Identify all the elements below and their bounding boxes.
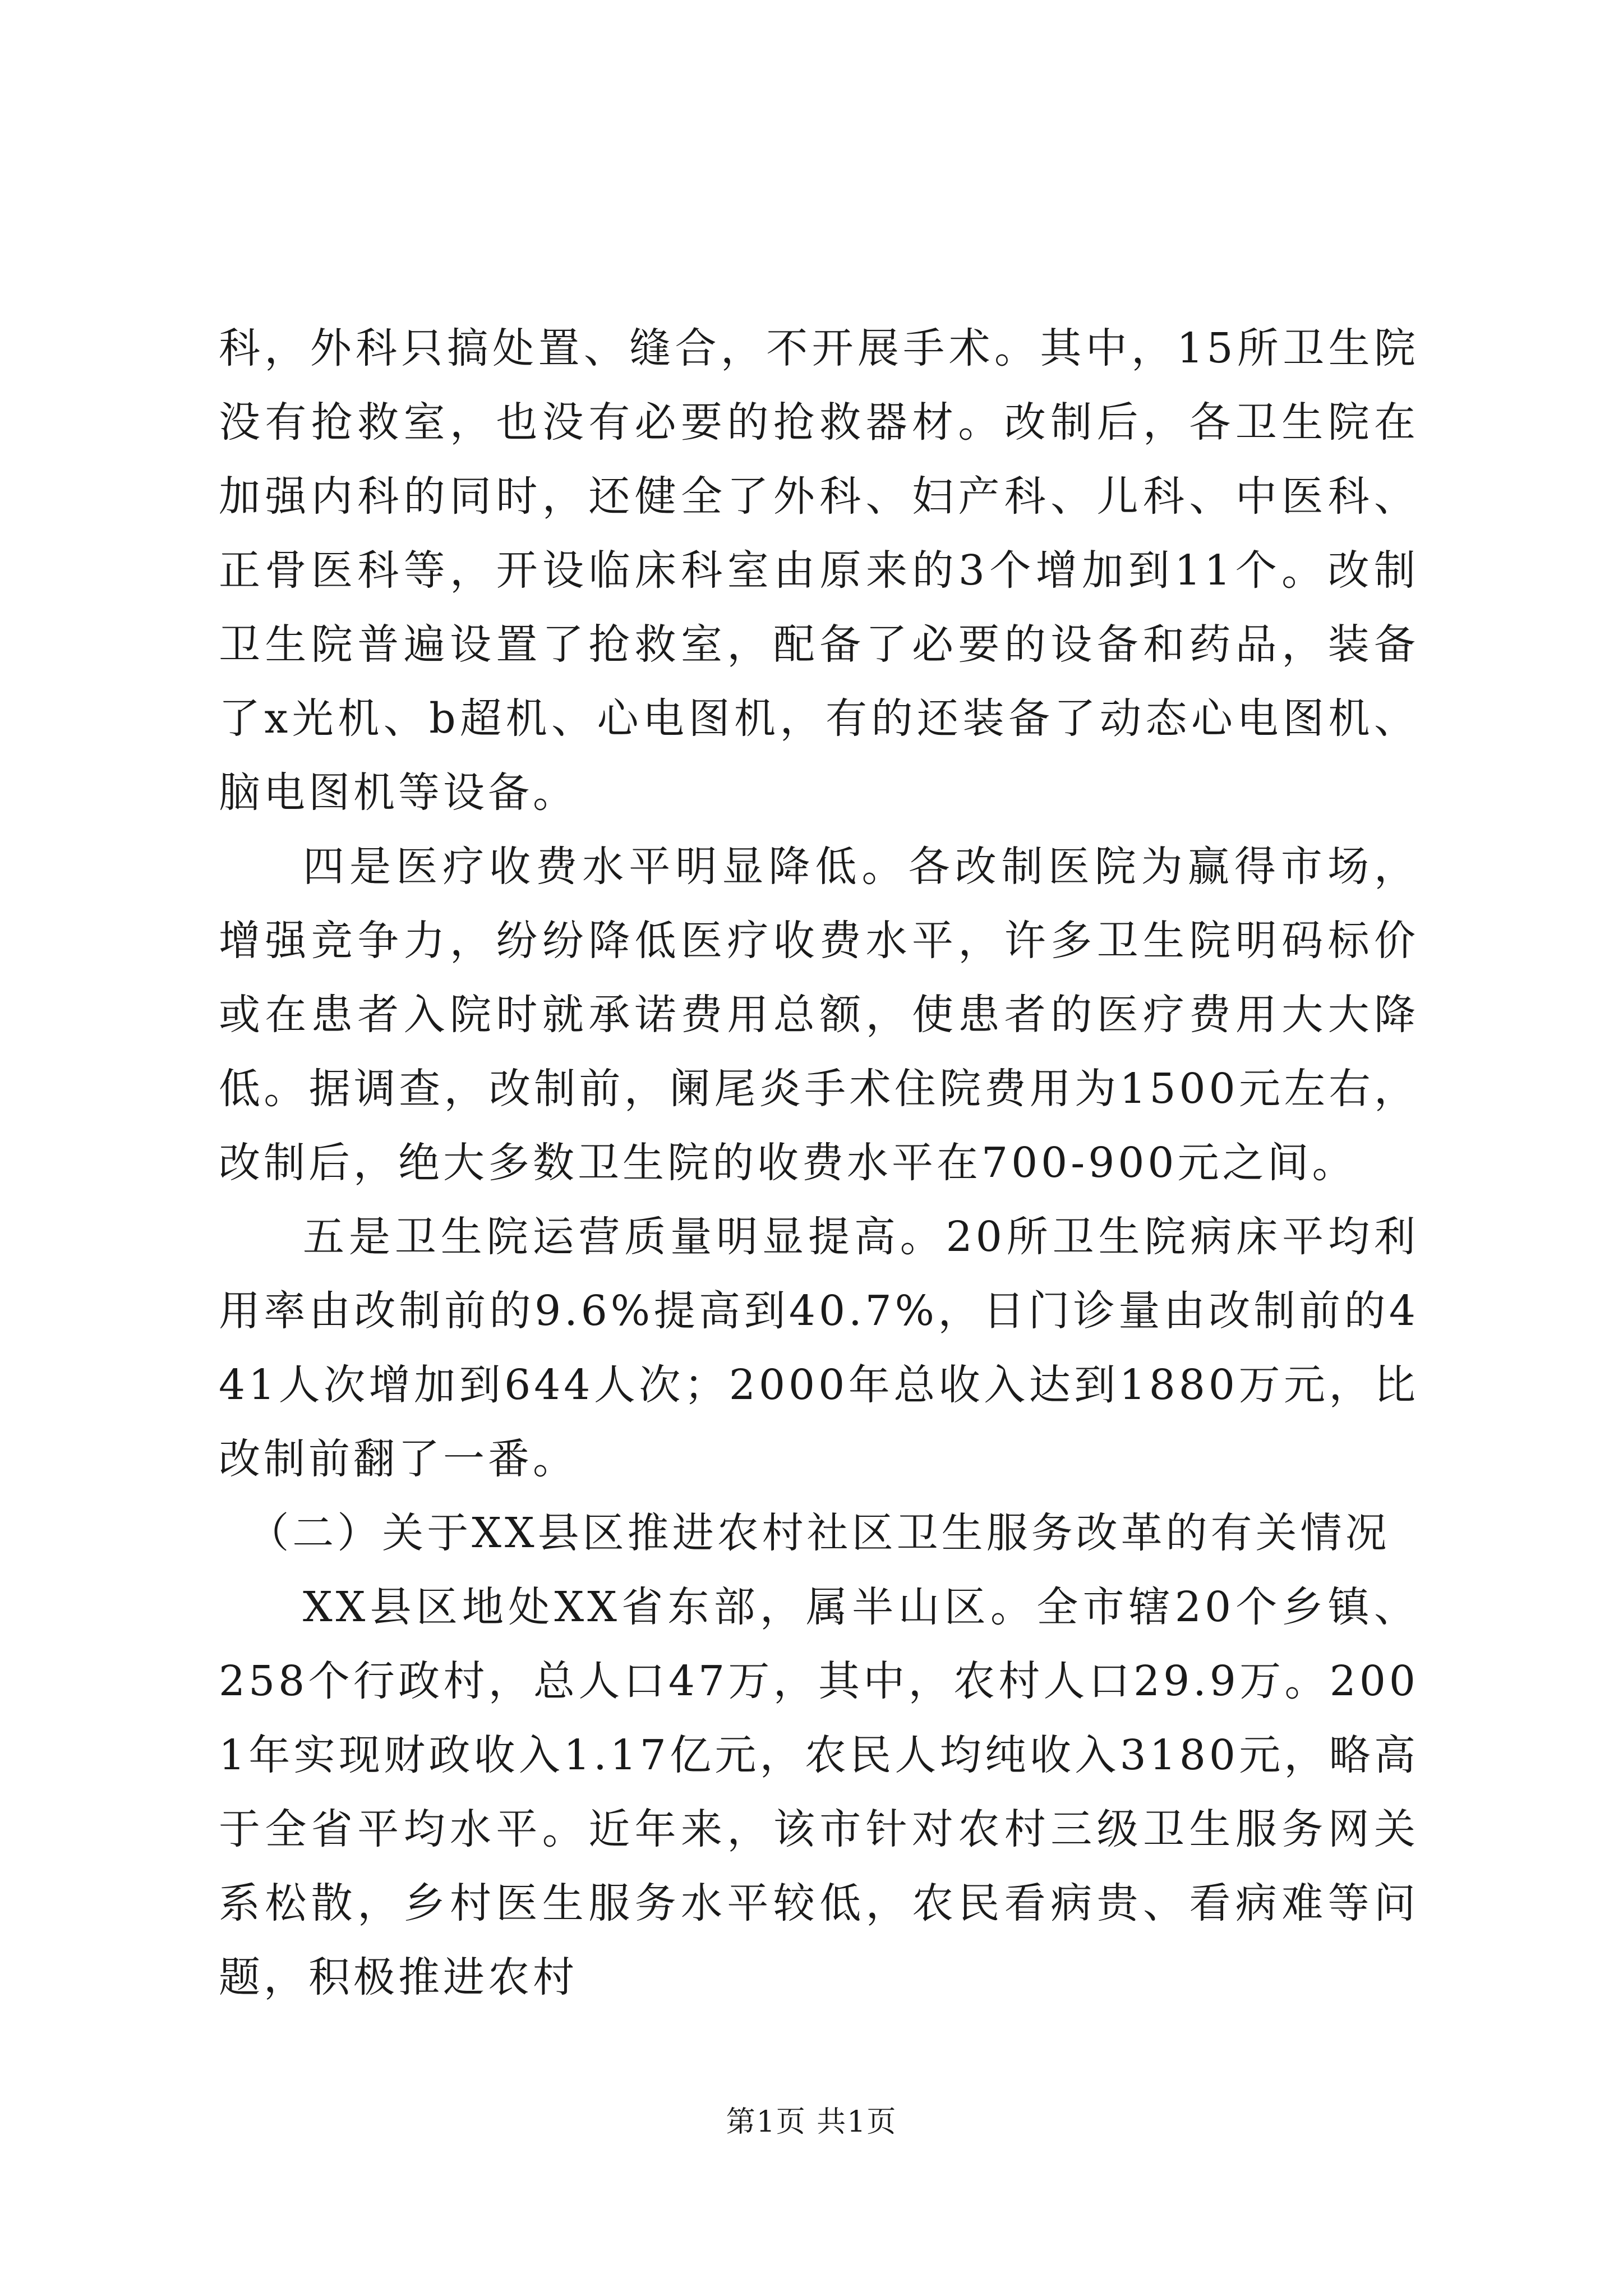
paragraph-2: 四是医疗收费水平明显降低。各改制医院为赢得市场，增强竞争力，纷纷降低医疗收费水平，许多卫生院明码标价或在患者入院时就承诺费用总额，使患者的医疗费用大大降低。据调查，改制前，阑尾炎手术住院费用为1500元左右，改制后，绝大多数卫生院的收费水平在700-900元之间。 — [219, 843, 1419, 1187]
page-number-label: 第1页 共1页 — [726, 2105, 897, 2139]
paragraph-4: XX县区地处XX省东部，属半山区。全市辖20个乡镇、258个行政村，总人口47万，其中，农村人口29.9万。2001年实现财政收入1.17亿元，农民人均纯收入3180元，略高于全省平均水平。近年来，该市针对农村三级卫生服务网关系松散，乡村医生服务水平较低，农民看病贵、看病难等问题，积极推进农村 — [219, 1583, 1419, 2001]
section-heading: （二）关于XX县区推进农村社区卫生服务改革的有关情况 — [247, 1509, 1390, 1557]
document-body — [219, 311, 1419, 2014]
paragraph-1: 科，外科只搞处置、缝合，不开展手术。其中，15所卫生院没有抢救室，也没有必要的抢救器材。改制后，各卫生院在加强内科的同时，还健全了外科、妇产科、儿科、中医科、正骨医科等，开设临床科室由原来的3个增加到11个。改制卫生院普遍设置了抢救室，配备了必要的设备和药品，装备了x光机、b超机、心电图机，有的还装备了动态心电图机、脑电图机等设备。 — [219, 324, 1419, 817]
page-footer — [0, 2098, 1623, 2140]
paragraph-3: 五是卫生院运营质量明显提高。20所卫生院病床平均利用率由改制前的9.6%提高到40.7%，日门诊量由改制前的441人次增加到644人次；2000年总收入达到1880万元，比改制前翻了一番。 — [219, 1213, 1419, 1483]
